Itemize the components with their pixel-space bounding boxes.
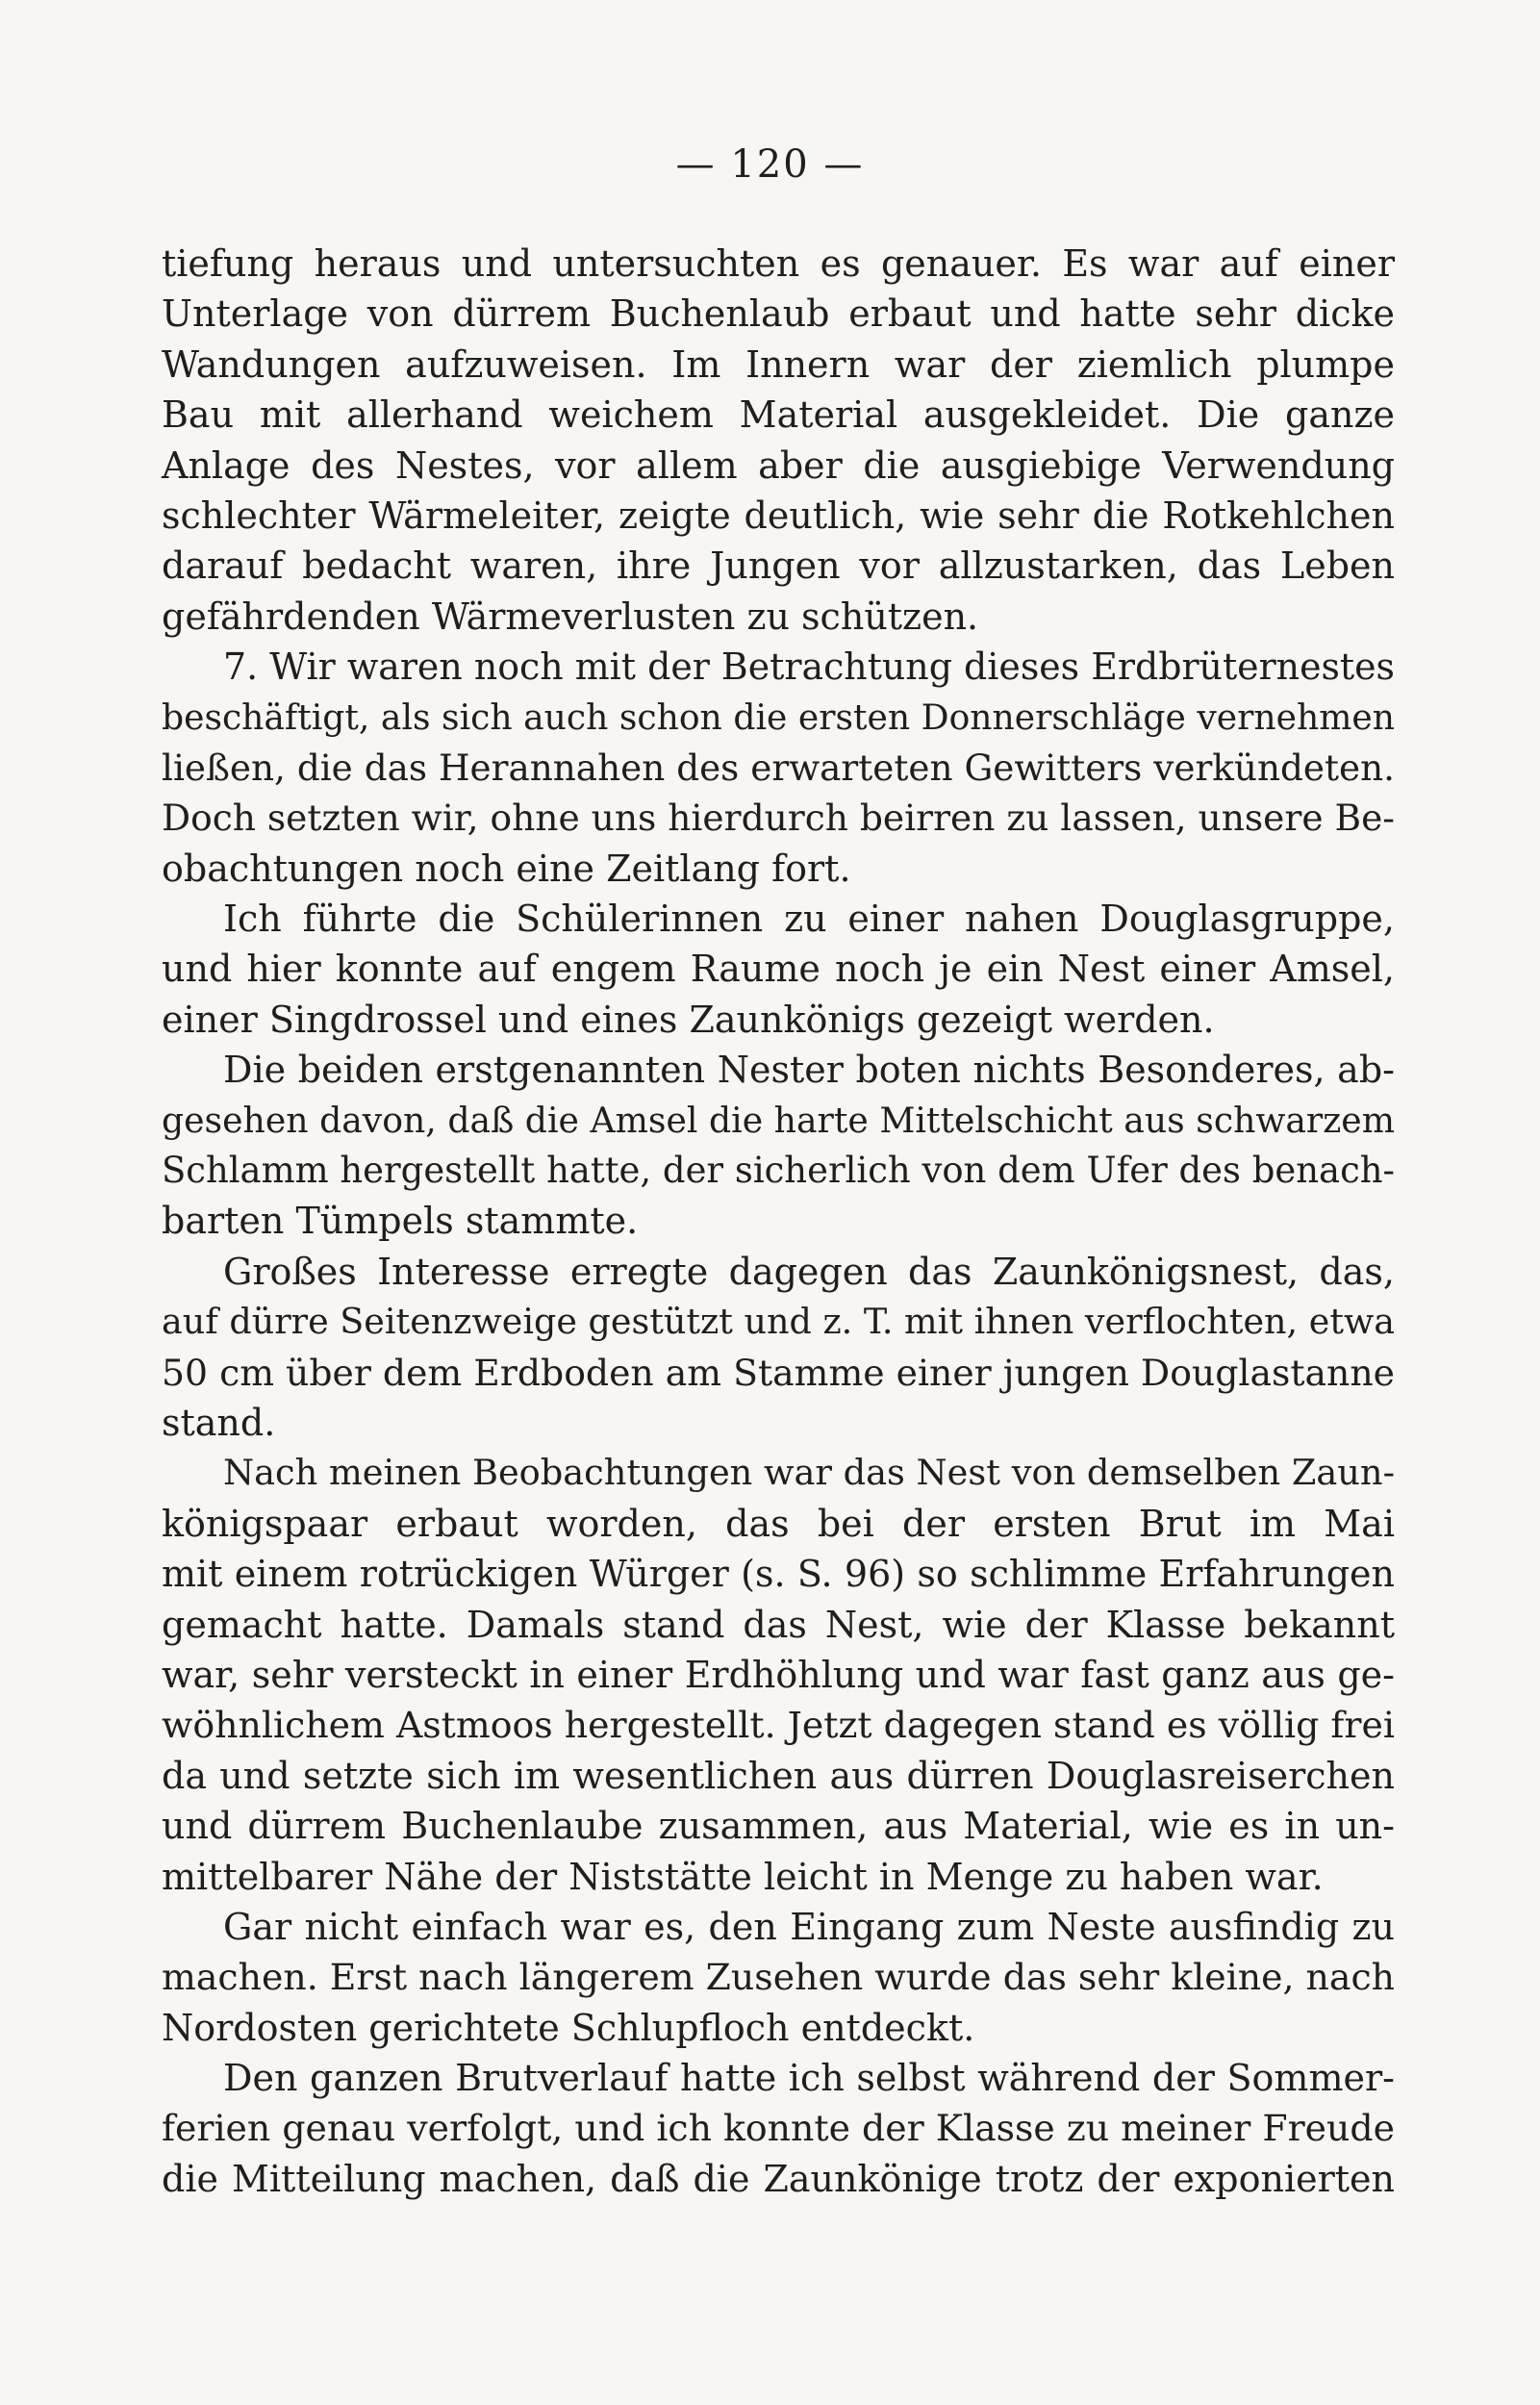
text-line: einer Singdrossel und eines Zaunkönigs gezeigt werden. bbox=[162, 998, 1215, 1041]
text-line: Den ganzen Brutverlauf hatte ich selbst während der Sommer- bbox=[223, 2057, 1395, 2100]
text-line: ließen, die das Herannahen des erwarteten Gewitters verkündeten. bbox=[162, 746, 1395, 789]
text-line: mittelbarer Nähe der Niststätte leicht in Menge zu haben war. bbox=[162, 1855, 1324, 1898]
text-line: Gar nicht einfach war es, den Eingang zum Neste ausfindig zu bbox=[223, 1905, 1395, 1948]
text-line: obachtungen noch eine Zeitlang fort. bbox=[162, 847, 851, 890]
text-line: ferien genau verfolgt, und ich konnte der Klasse zu meiner Freude bbox=[162, 2107, 1395, 2150]
text-line: da und setzte sich im wesentlichen aus dürren Douglasreiserchen bbox=[162, 1754, 1395, 1797]
text-line: machen. Erst nach längerem Zusehen wurde das sehr kleine, nach bbox=[162, 1956, 1395, 1999]
text-line: Großes Interesse erregte dagegen das Zaunkönigsnest, das, bbox=[223, 1250, 1395, 1293]
body-text bbox=[162, 239, 1395, 2204]
text-line: Doch setzten wir, ohne uns hierdurch beirren zu lassen, unsere Be- bbox=[162, 797, 1395, 840]
text-line: mit einem rotrückigen Würger (s. S. 96) so schlimme Erfahrungen bbox=[162, 1553, 1395, 1596]
text-line: Bau mit allerhand weichem Material ausgekleidet. Die ganze bbox=[162, 393, 1395, 437]
text-line: barten Tümpels stammte. bbox=[162, 1200, 639, 1243]
text-line: gefährdenden Wärmeverlusten zu schützen. bbox=[162, 595, 979, 638]
text-line: wöhnlichem Astmoos hergestellt. Jetzt dagegen stand es völlig frei bbox=[162, 1704, 1395, 1747]
text-line: gesehen davon, daß die Amsel die harte Mittelschicht aus schwarzem bbox=[162, 1099, 1395, 1141]
text-line: Unterlage von dürrem Buchenlaub erbaut und hatte sehr dicke bbox=[162, 292, 1395, 336]
text-line: königspaar erbaut worden, das bei der ersten Brut im Mai bbox=[162, 1502, 1395, 1545]
text-line: Schlamm hergestellt hatte, der sicherlich von dem Ufer des benach- bbox=[162, 1150, 1395, 1192]
text-line: stand. bbox=[162, 1401, 276, 1444]
text-line: Anlage des Nestes, vor allem aber die ausgiebige Verwendung bbox=[162, 443, 1395, 487]
text-line: Nordosten gerichtete Schlupfloch entdeckt. bbox=[162, 2006, 975, 2049]
text-line: Die beiden erstgenannten Nester boten nichts Besonderes, ab- bbox=[223, 1049, 1395, 1092]
text-line: auf dürre Seitenzweige gestützt und z. T. mit ihnen verflochten, etwa bbox=[162, 1301, 1395, 1343]
text-line: und dürrem Buchenlaube zusammen, aus Material, wie es in un- bbox=[162, 1805, 1395, 1848]
text-line: Wandungen aufzuweisen. Im Innern war der ziemlich plumpe bbox=[162, 342, 1395, 386]
text-line: gemacht hatte. Damals stand das Nest, wie der Klasse bekannt bbox=[162, 1603, 1395, 1646]
text-line: Nach meinen Beobachtungen war das Nest von demselben Zaun- bbox=[223, 1452, 1395, 1494]
page-number: — 120 — bbox=[675, 142, 865, 187]
text-line: Ich führte die Schülerinnen zu einer nahen Douglasgruppe, bbox=[223, 898, 1395, 941]
text-line: und hier konnte auf engem Raume noch je ein Nest einer Amsel, bbox=[162, 948, 1395, 991]
text-line: schlechter Wärmeleiter, zeigte deutlich, wie sehr die Rotkehlchen bbox=[162, 494, 1395, 537]
text-line: war, sehr versteckt in einer Erdhöhlung und war fast ganz aus ge- bbox=[162, 1653, 1395, 1696]
text-line: darauf bedacht waren, ihre Jungen vor allzustarken, das Leben bbox=[162, 544, 1395, 588]
text-line: 7. Wir waren noch mit der Betrachtung dieses Erdbrüternestes bbox=[223, 646, 1395, 689]
text-line: die Mitteilung machen, daß die Zaunkönige trotz der exponierten bbox=[162, 2157, 1395, 2200]
text-line: beschäftigt, als sich auch schon die ersten Donnerschläge vernehmen bbox=[162, 696, 1395, 738]
text-line: tiefung heraus und untersuchten es genauer. Es war auf einer bbox=[162, 242, 1395, 285]
text-line: 50 cm über dem Erdboden am Stamme einer jungen Douglastanne bbox=[162, 1351, 1395, 1394]
